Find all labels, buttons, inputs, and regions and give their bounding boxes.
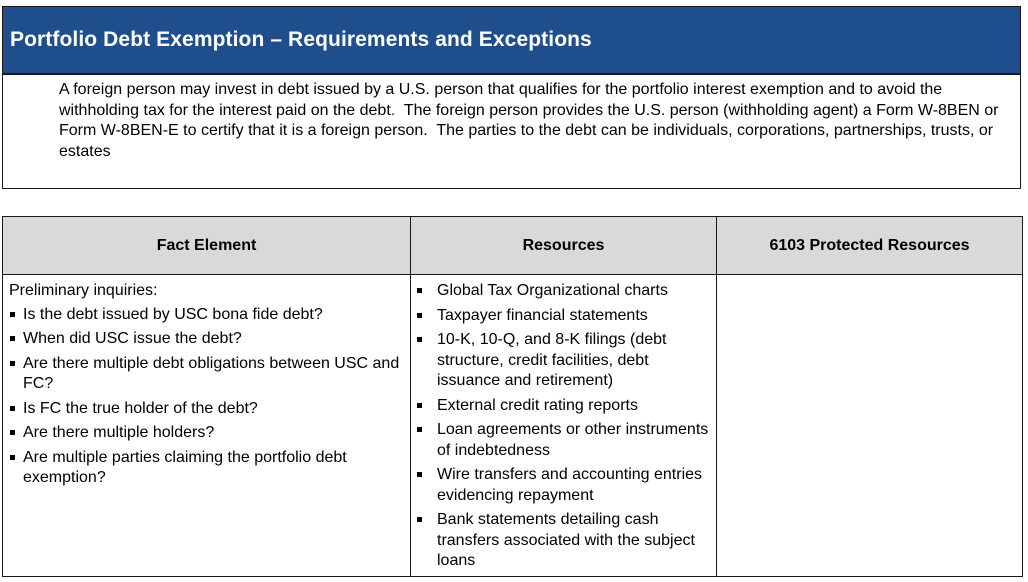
intro-text-part-2: The foreign person provides the U.S. person (withholding agent) a Form W-8BEN or Form W-8BEN-E to certify that it is a foreign person. The parties to the debt can be individuals, corporations, partnerships, trusts, or estates [59, 101, 1003, 160]
list-item: Wire transfers and accounting entries evidencing repayment [417, 465, 710, 506]
resources-cell [411, 275, 717, 577]
list-item: 10-K, 10-Q, and 8-K filings (debt structure, credit facilities, debt issuance and retirement) [417, 330, 710, 392]
list-item: Is FC the true holder of the debt? [9, 399, 404, 420]
table-row [3, 275, 1023, 577]
protected-resources-cell [717, 275, 1023, 577]
list-item: Is the debt issued by USC bona fide debt? [9, 305, 404, 326]
header-6103-protected-resources: 6103 Protected Resources [717, 217, 1023, 275]
resources-list [417, 281, 710, 572]
list-item: Taxpayer financial statements [417, 306, 710, 327]
list-item: Global Tax Organizational charts [417, 281, 710, 302]
page-title: Portfolio Debt Exemption – Requirements and Exceptions [10, 28, 592, 51]
requirements-table [2, 216, 1023, 577]
preliminary-inquiries-label: Preliminary inquiries: [9, 282, 158, 299]
intro-box [2, 6, 1021, 189]
header-fact-element: Fact Element [3, 217, 411, 275]
header-resources: Resources [411, 217, 717, 275]
list-item: External credit rating reports [417, 396, 710, 417]
table-header-row [3, 217, 1023, 275]
intro-text-part-1: A foreign person may invest in debt issued by a U.S. person that qualifies for the portfolio interest exemption and to avoid the withholding tax for the interest paid on the debt [59, 81, 943, 119]
list-item: Bank statements detailing cash transfers associated with the subject loans [417, 510, 710, 572]
list-item: Loan agreements or other instruments of indebtedness [417, 420, 710, 461]
fact-element-list [9, 305, 404, 489]
list-item: Are there multiple holders? [9, 423, 404, 444]
list-item: When did USC issue the debt? [9, 329, 404, 350]
list-item: Are multiple parties claiming the portfolio debt exemption? [9, 448, 404, 489]
fact-element-cell [3, 275, 411, 577]
title-bar [3, 7, 1020, 75]
list-item: Are there multiple debt obligations between USC and FC? [9, 354, 404, 395]
intro-red-period: . [390, 101, 396, 119]
intro-paragraph [59, 80, 1009, 162]
